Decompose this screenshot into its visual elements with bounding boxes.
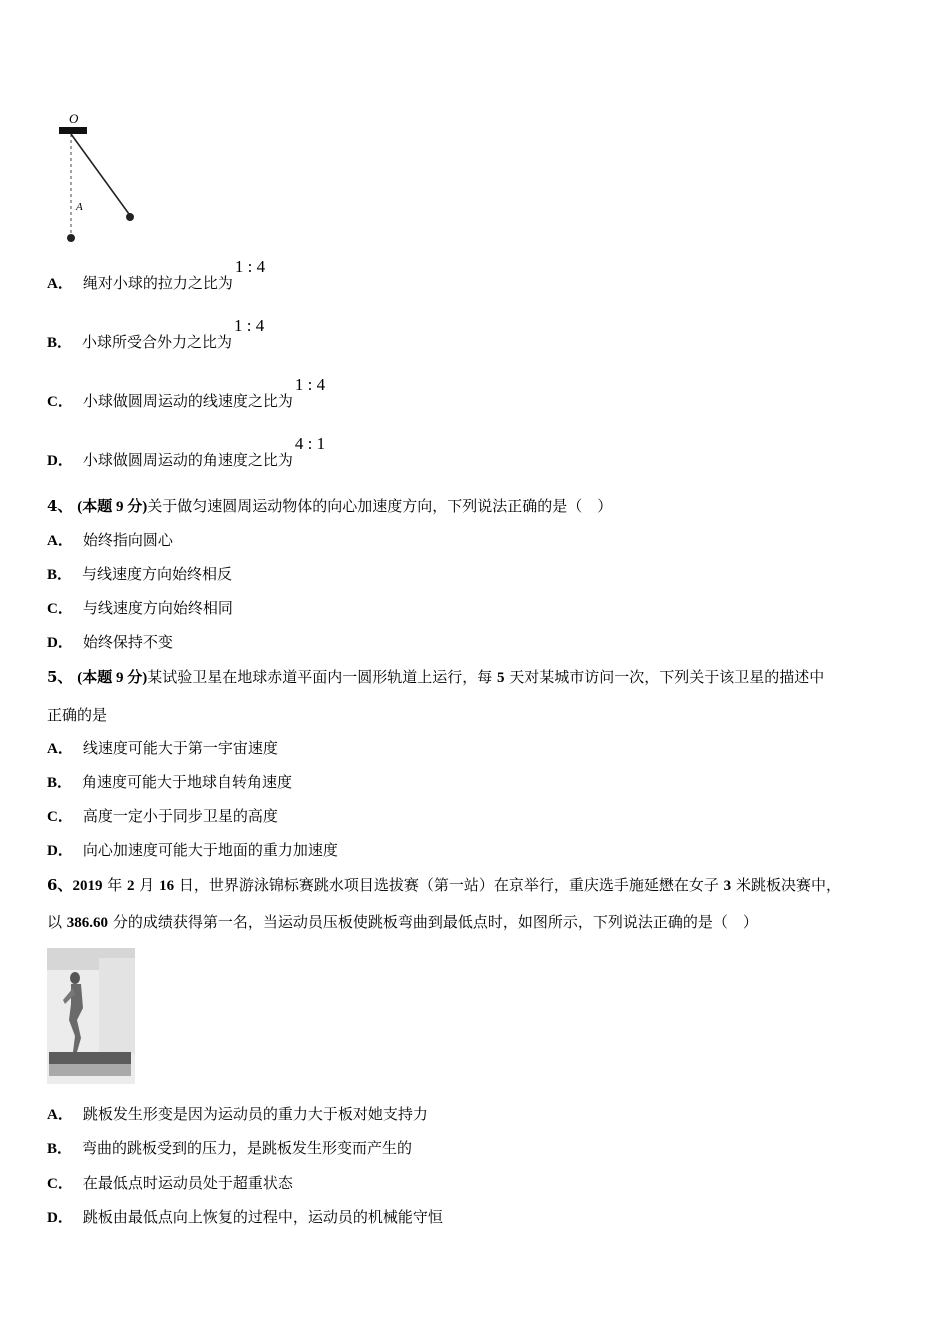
- q6-option-c: C． 在最低点时运动员处于超重状态: [47, 1174, 293, 1192]
- q4-option-b: B． 与线速度方向始终相反: [47, 565, 233, 583]
- q3-option-d: D． 小球做圆周运动的角速度之比为4 : 1: [47, 434, 326, 469]
- q5-stem: 5、 (本题 9 分)某试验卫星在地球赤道平面内一圆形轨道上运行，每 5 天对某城市访问一次，下列关于该卫星的描述中: [47, 668, 825, 686]
- pivot-support: [59, 127, 87, 134]
- pendulum-diagram: [55, 108, 155, 250]
- q6-stem-line2: 以 386.60 分的成绩获得第一名，当运动员压板使跳板弯曲到最低点时，如图所示，下列说法正确的是（ ）: [47, 913, 758, 931]
- q3-option-a: A． 绳对小球的拉力之比为1 : 4: [47, 257, 266, 292]
- q5-option-c: C． 高度一定小于同步卫星的高度: [47, 807, 278, 825]
- springboard: [49, 1052, 131, 1064]
- q4-stem: 4、 (本题 9 分)关于做匀速圆周运动物体的向心加速度方向，下列说法正确的是（ ）: [47, 497, 613, 515]
- q5-option-a: A． 线速度可能大于第一宇宙速度: [47, 739, 278, 757]
- pivot-label: O: [69, 111, 79, 126]
- q4-option-a: A． 始终指向圆心: [47, 531, 173, 549]
- point-a-label: A: [76, 201, 83, 213]
- ball-displaced: [126, 213, 134, 221]
- q5-option-b: B． 角速度可能大于地球自转角速度: [47, 773, 293, 791]
- q6-option-b: B． 弯曲的跳板受到的压力，是跳板发生形变而产生的: [47, 1139, 413, 1157]
- q6-option-d: D． 跳板由最低点向上恢复的过程中，运动员的机械能守恒: [47, 1208, 443, 1226]
- q6-option-a: A． 跳板发生形变是因为运动员的重力大于板对她支持力: [47, 1105, 428, 1123]
- board-shadow: [49, 1064, 131, 1076]
- ball-lowest: [67, 234, 75, 242]
- q4-option-c: C． 与线速度方向始终相同: [47, 599, 233, 617]
- q3-option-c: C． 小球做圆周运动的线速度之比为1 : 4: [47, 375, 326, 410]
- q3-option-b: B． 小球所受合外力之比为1 : 4: [47, 316, 265, 351]
- q4-option-d: D． 始终保持不变: [47, 633, 173, 651]
- diver-photo: [47, 948, 135, 1084]
- q6-stem: 6、2019 年 2 月 16 日，世界游泳锦标赛跳水项目选拔赛（第一站）在京举行，重庆选手施延懋在女子 3 米跳板决赛中，: [47, 876, 841, 894]
- q5-option-d: D． 向心加速度可能大于地面的重力加速度: [47, 841, 338, 859]
- diver-head: [70, 972, 80, 984]
- photo-right-haze: [99, 958, 135, 1054]
- q5-stem-line2: 正确的是: [47, 706, 108, 724]
